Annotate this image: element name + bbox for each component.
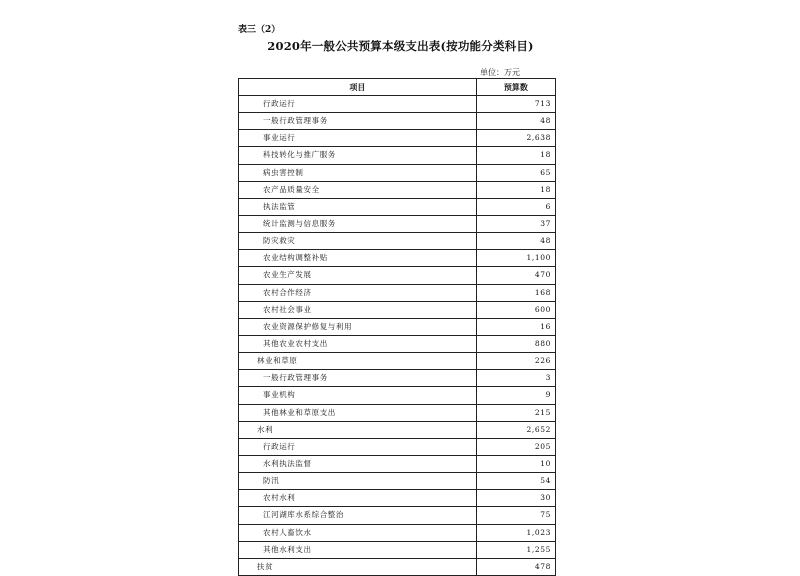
table-row [239, 370, 556, 387]
row-amount: 3 [476, 370, 555, 387]
row-item-name: 农业结构调整补贴 [239, 250, 477, 267]
table-row [239, 335, 556, 352]
table-number-label: 表三（2） [238, 25, 281, 35]
row-amount: 54 [476, 473, 555, 490]
row-item-name: 其他林业和草原支出 [239, 404, 477, 421]
table-row [239, 250, 556, 267]
row-item-name: 执法监管 [239, 198, 477, 215]
row-item-name: 一般行政管理事务 [239, 113, 477, 130]
table-row [239, 541, 556, 558]
column-header-amount: 预算数 [476, 79, 555, 96]
row-item-name: 农产品质量安全 [239, 181, 477, 198]
row-item-name: 行政运行 [239, 438, 477, 455]
row-amount: 880 [476, 335, 555, 352]
row-item-name: 防汛 [239, 473, 477, 490]
row-item-name: 扶贫 [239, 558, 477, 575]
document-title: 2020年一般公共预算本级支出表(按功能分类科目) [267, 39, 534, 53]
row-amount: 9 [476, 387, 555, 404]
table-row [239, 215, 556, 232]
row-amount: 1,023 [476, 524, 555, 541]
row-amount: 48 [476, 233, 555, 250]
table-row [239, 524, 556, 541]
row-amount: 713 [476, 96, 555, 113]
row-item-name: 农村社会事业 [239, 301, 477, 318]
table-row [239, 284, 556, 301]
row-amount: 37 [476, 215, 555, 232]
table-row [239, 198, 556, 215]
row-item-name: 科技转化与推广服务 [239, 147, 477, 164]
table-row [239, 113, 556, 130]
row-item-name: 水利 [239, 421, 477, 438]
row-item-name: 其他水利支出 [239, 541, 477, 558]
row-amount: 600 [476, 301, 555, 318]
table-row [239, 267, 556, 284]
row-amount: 168 [476, 284, 555, 301]
table-row [239, 490, 556, 507]
table-row [239, 507, 556, 524]
table-row [239, 233, 556, 250]
row-amount: 16 [476, 318, 555, 335]
row-item-name: 农业生产发展 [239, 267, 477, 284]
row-amount: 18 [476, 181, 555, 198]
row-amount: 30 [476, 490, 555, 507]
row-item-name: 水利执法监督 [239, 455, 477, 472]
row-item-name: 农村人畜饮水 [239, 524, 477, 541]
table-row [239, 353, 556, 370]
table-row [239, 181, 556, 198]
row-item-name: 农村水利 [239, 490, 477, 507]
table-header-row [239, 79, 556, 96]
table-row [239, 147, 556, 164]
table-row [239, 96, 556, 113]
row-amount: 1,100 [476, 250, 555, 267]
row-item-name: 农业资源保护修复与利用 [239, 318, 477, 335]
unit-label: 单位：万元 [480, 68, 520, 77]
row-item-name: 事业机构 [239, 387, 477, 404]
row-amount: 470 [476, 267, 555, 284]
table-row [239, 473, 556, 490]
row-amount: 226 [476, 353, 555, 370]
row-item-name: 统计监测与信息服务 [239, 215, 477, 232]
row-item-name: 行政运行 [239, 96, 477, 113]
expenditure-table [238, 78, 556, 576]
table-row [239, 387, 556, 404]
row-amount: 478 [476, 558, 555, 575]
table-row [239, 421, 556, 438]
table-row [239, 318, 556, 335]
column-header-item: 项目 [239, 79, 477, 96]
row-amount: 205 [476, 438, 555, 455]
table-row [239, 455, 556, 472]
row-amount: 10 [476, 455, 555, 472]
row-amount: 2,638 [476, 130, 555, 147]
row-amount: 2,652 [476, 421, 555, 438]
row-item-name: 其他农业农村支出 [239, 335, 477, 352]
row-item-name: 事业运行 [239, 130, 477, 147]
row-amount: 18 [476, 147, 555, 164]
row-amount: 215 [476, 404, 555, 421]
table-row [239, 301, 556, 318]
row-item-name: 农村合作经济 [239, 284, 477, 301]
table-row [239, 404, 556, 421]
row-item-name: 病虫害控制 [239, 164, 477, 181]
table-row [239, 164, 556, 181]
table-body [239, 96, 556, 576]
table-row [239, 558, 556, 575]
row-item-name: 防灾救灾 [239, 233, 477, 250]
table-row [239, 130, 556, 147]
row-amount: 75 [476, 507, 555, 524]
table-row [239, 438, 556, 455]
row-item-name: 江河湖库水系综合整治 [239, 507, 477, 524]
row-amount: 6 [476, 198, 555, 215]
row-item-name: 林业和草原 [239, 353, 477, 370]
row-amount: 65 [476, 164, 555, 181]
row-amount: 48 [476, 113, 555, 130]
row-amount: 1,255 [476, 541, 555, 558]
row-item-name: 一般行政管理事务 [239, 370, 477, 387]
